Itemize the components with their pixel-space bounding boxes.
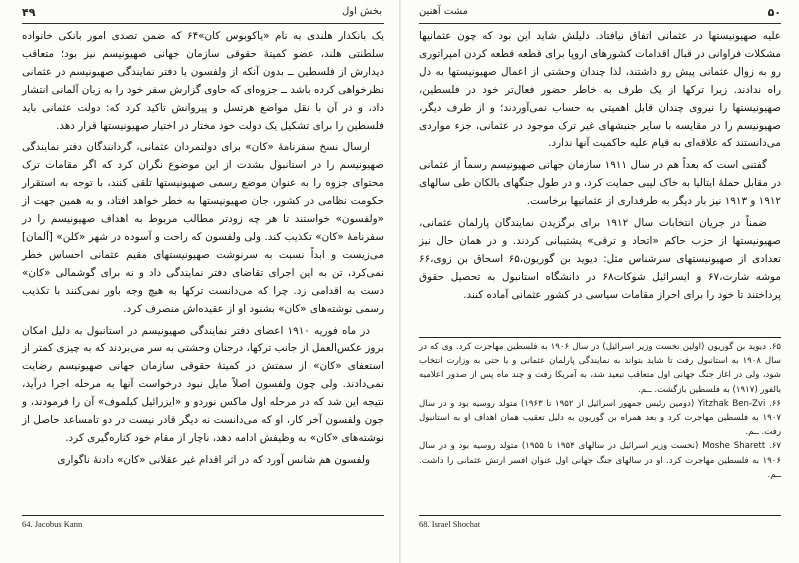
left-header-rule xyxy=(22,23,384,24)
footnote-65: ۶۵. دیوید بن گوریون (اولین نخست وزیر اسرائیل) در سال ۱۹۰۶ به فلسطین مهاجرت کرد. وی که در سال ۱۹۰۸ به استانبول رفت تا شاید بتواند به نمایندگی پارلمان عثمانی و یا حتی به وزارت انتخاب شود، ولی در اغاز جنگ جهانی اول متعاقب تبعید شد، به آمریکا رفت و چند ماه پس از صدور اعلامیه بالفور (۱۹۱۷) به فلسطین بازگشت. ــم. xyxy=(419,342,781,395)
left-page-header xyxy=(22,6,382,22)
left-body-text xyxy=(22,28,384,470)
right-running-title: مشت آهنین xyxy=(419,6,468,17)
right-paragraph-2: گفتنی است که بعداً هم در سال ۱۹۱۱ سازمان جهانی صهیونیسم رسماً از عثمانی در مقابل حملهٔ ایتالیا به خاک لیبی حمایت کرد، و در طول جنگهای بالکان طی سالهای ۱۹۱۲ و ۱۹۱۳ نیز بار دیگر به طرفداری از عثمانیها برخاست. xyxy=(419,159,781,208)
footnote-66: ۶۶. Yitzhak Ben-Zvi (دومین رئیس جمهور اسرائیل از ۱۹۵۲ تا ۱۹۶۳) متولد روسیه بود و در سال ۱۹۰۷ به فلسطین مهاجرت کرد و بعد همراه بن گوریون به دلیل تعقیب همان اهداف او به استانبول رفت. ــم. xyxy=(419,398,781,438)
left-page xyxy=(0,0,399,563)
left-footnote-rule xyxy=(22,515,384,516)
right-page-header xyxy=(419,6,781,22)
left-footnote-latin: 64. Jacobus Kann xyxy=(22,519,83,529)
right-page-number: ۵۰ xyxy=(767,6,781,19)
right-footnote-latin: 68. Israel Shochat xyxy=(419,519,481,529)
left-paragraph-2: ارسال نسخ سفرنامهٔ «کان» برای دولتمردان عثمانی، گردانندگان دفتر نمایندگی صهیونیسم را در استانبول بشدت از این موضوع نگران کرد که اگر مقامات ترک محتوای جزوه را به عنوان موضع رسمی صهیونیستها تلقی کنند، با توجه به استقرار حکومت نظامی در کشور، جان صهیونیستها به خطر خواهد افتاد، و به همین جهت از «ولفسون» خواستند تا هر چه زودتر مطالب مربوط به اهداف صهیونیسم را در سفرنامهٔ «کان» تکذیب کند. ولی ولفسون که راحت و آسوده در شهر «کلن» [آلمان] می‌زیست و ابداً نسبت به سرنوشت صهیونیستهای مقیم عثمانی احساس خطر نمی‌کرد، تن به این اجرای تقاضای دفتر نمایندگی داد و نه برای گوشمالی «کان» دست به اقدامی زد. چرا که می‌دانست ترکها به هیچ وجه باور نمی‌کنند با تکذیب رسمی نوشته‌های «کان» بشنود او از عقیده‌اش منصرف کرد. xyxy=(22,141,384,315)
left-paragraph-1: یک بانکدار هلندی به نام «یاکوبوس کان»۶۴ که ضمن تصدی امور بانکی خانواده سلطنتی هلند، عضو کمیتهٔ حقوقی سازمان جهانی صهیونیسم نیز بود؛ متعاقب دیدارش از فلسطین ــ بدون آنکه از ولفسون یا دفتر نمایندگی صهیونیسم در عثمانی نظرخواهی کرده باشد ــ جزوه‌ای که حاوی گزارش سفر خود را به زبان آلمانی انتشار داد، و در آن با نقل مواضع هرتسل و پیروانش تاکید کرد که: دولت عثمانی باید فلسطین را برای تشکیل یک دولت خود مختار در اختیار صهیونیستها قرار دهد. xyxy=(22,30,384,132)
right-header-rule xyxy=(419,23,781,24)
left-paragraph-3: در ماه فوریه ۱۹۱۰ اعضای دفتر نمایندگی صهیونیسم در استانبول به دلیل امکان بروز عکس‌العمل از جانب ترکها، درجنان وحشتی به سر می‌بردند که به چیزی کمتر از استعفای «کان» از سمتش در کمیتهٔ حقوقی سازمان جهانی صهیونیسم رضایت نمی‌دادند. ولی چون ولفسون اصلاً مایل نبود درخواست آنها به مرحله اجرا درآید، نتیجه این شد که در مرحله اول ماکس نوردو و «ایزرائیل کیلموف» آن را فرمودند، و جون ولفسون آخر کار، او که می‌دانست نه دیگر قادر نیست در دو تامساعد حاصل از نوشته‌های «کان» به وظیفش ادامه دهد، ناچار از مقام خود کناره‌گیری کرد. xyxy=(22,324,384,444)
right-footnotes xyxy=(419,340,781,482)
right-page xyxy=(401,0,799,563)
left-page-number: ۴۹ xyxy=(22,6,36,19)
right-paragraph-3: ضمناً در جریان انتخابات سال ۱۹۱۲ برای برگزیدن نمایندگان پارلمان عثمانی، صهیونیستها از حزب حاکم «اتحاد و ترقی» پشتیبانی کردند. و در همان حال نیز تعدادی از صهیونیستهای سرشناس مثل: دیوید بن گوریون،۶۵ اسحاق بن زوی،۶۶ موشه شارت،۶۷ و ایسرائیل شوکات۶۸ در دانشگاه استانبول به تحصیل حقوق پرداختند تا خود را برای احراز مقامات سیاسی در کشور عثمانی آماده کنند. xyxy=(419,217,781,301)
left-running-title: بخش اول xyxy=(341,6,382,17)
right-footnote-rule xyxy=(419,337,781,338)
footnote-67: ۶۷. Moshe Sharett (نخست وزیر اسرائیل در سالهای ۱۹۵۴ تا ۱۹۵۵) متولد روسیه بود و در سال ۱۹۰۶ به فلسطین مهاجرت کرد. او در سالهای جنگ جهانی اول عنوان افسر ارتش عثمانی را داشت. ــم. xyxy=(419,441,781,480)
right-bottom-rule xyxy=(419,515,781,516)
right-body-text xyxy=(419,28,781,305)
right-paragraph-1: علیه صهیونیستها در عثمانی اتفاق نیافتاد. دلیلش شاید این بود که چون عثمانیها مشکلات فراوانی در قبال اقدامات کشورهای اروپا برای قطعه قطعه کردن امپراتوری رو به زوال عثمانی پیش رو داشتند، لذا چندان وحشتی از اعمال صهیونیستها به دل راه ندادند. زیرا ترکها از یک طرف به خاطر حضور فعال‌تر خود در فلسطین، صهیونیستها را نیروی چندان قابل اهمیتی به حساب نمی‌آوردند؛ و از طرف دیگر، صهیونیسم را در مقایسه با سایر جنبشهای غیر ترک موجود در عثمانی، جزء مواردی می‌دانستند که علاقه‌ای به قیام علیه حاکمیت آنها ندارد. xyxy=(419,30,781,150)
left-paragraph-4: ولفسون هم شانس آورد که در اثر اقدام غیر عقلانی «کان» دادنهٔ ناگواری xyxy=(57,453,370,466)
